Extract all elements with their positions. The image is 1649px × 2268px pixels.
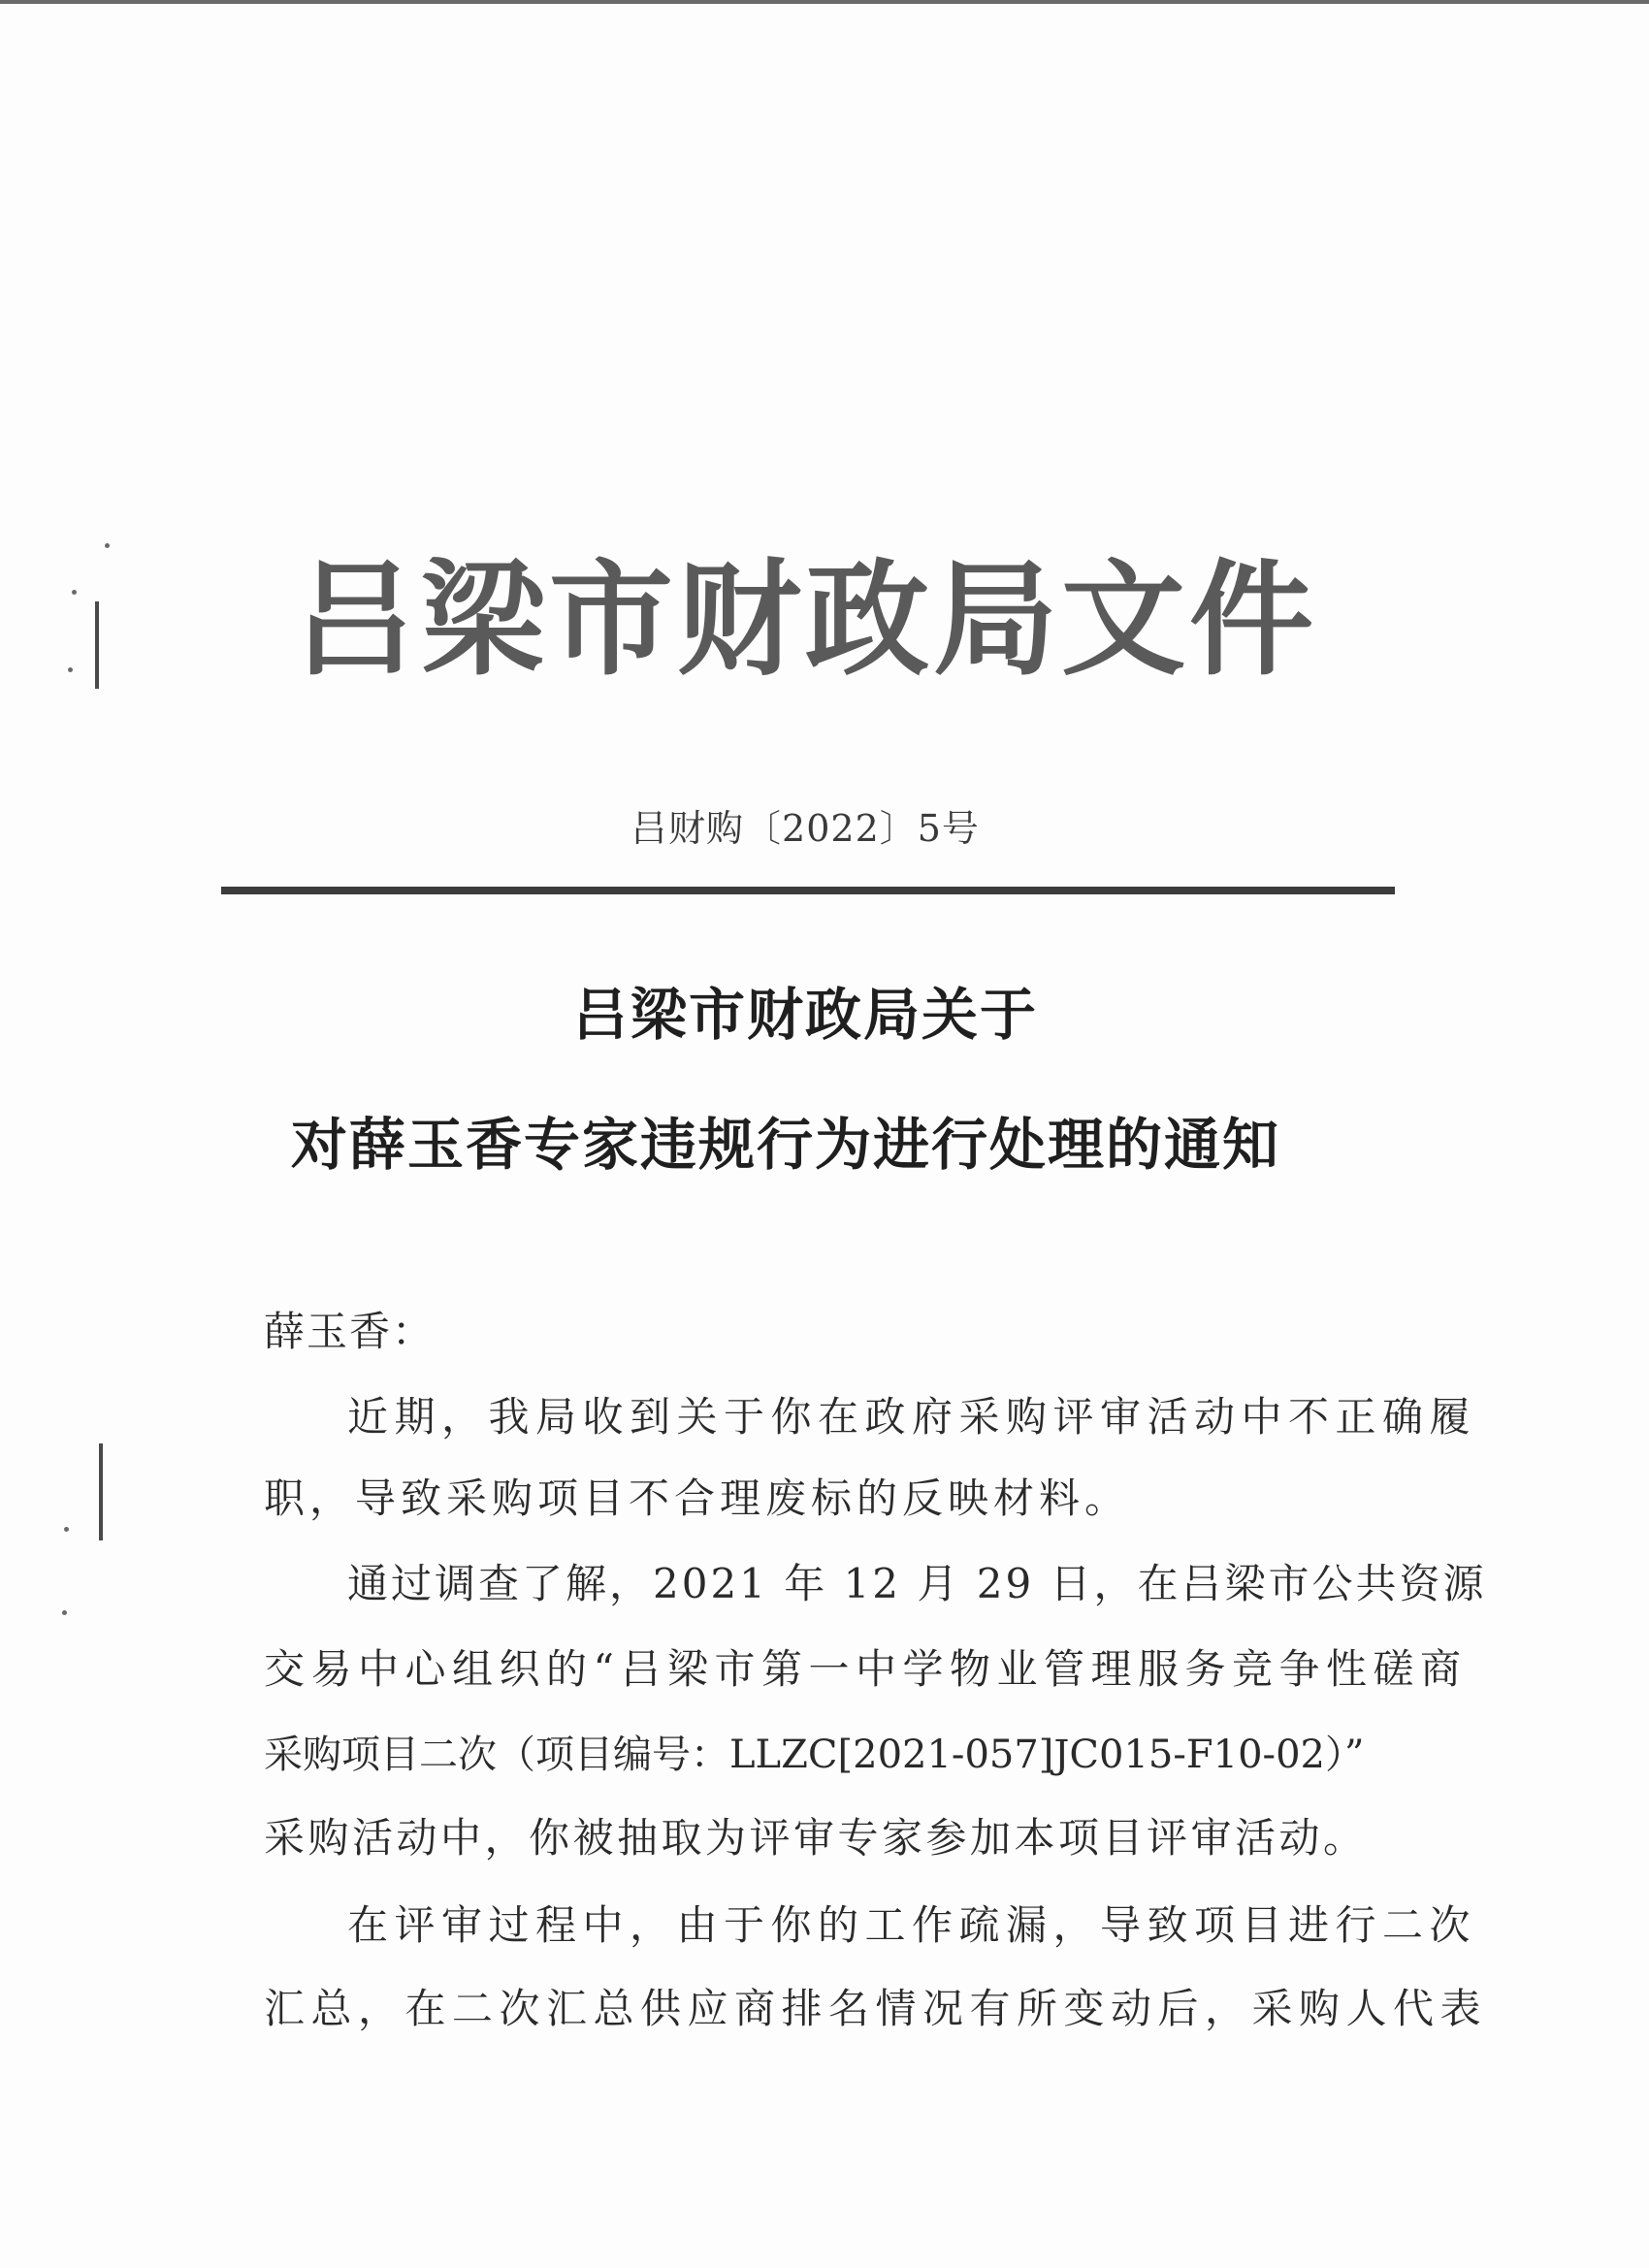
body-line: 交易中心组织的“吕梁市第一中学物业管理服务竞争性磋商 xyxy=(264,1645,1468,1693)
body-line: 汇总，在二次汇总供应商排名情况有所变动后，采购人代表 xyxy=(264,1985,1488,2032)
scan-speck xyxy=(64,1527,69,1532)
issuer-header: 吕梁市财政局文件 xyxy=(292,548,1317,693)
header-rule xyxy=(221,887,1395,894)
body-line: 采购活动中，你被抽取为评审专家参加本项目评审活动。 xyxy=(264,1814,1368,1862)
scan-top-edge xyxy=(0,0,1649,4)
body-line: 职，导致采购项目不合理废标的反映材料。 xyxy=(264,1474,1131,1522)
body-line: 通过调查了解，2021 年 12 月 29 日，在吕梁市公共资源 xyxy=(347,1560,1487,1607)
notice-title-line-2: 对薛玉香专家违规行为进行处理的通知 xyxy=(290,1112,1280,1178)
body-line: 在评审过程中，由于你的工作疏漏，导致项目进行二次 xyxy=(347,1901,1477,1949)
salutation: 薛玉香： xyxy=(264,1308,436,1355)
binder-mark xyxy=(99,1443,103,1540)
scan-speck xyxy=(62,1610,67,1615)
notice-title-line-1: 吕梁市财政局关于 xyxy=(571,982,1038,1048)
body-line: 近期，我局收到关于你在政府采购评审活动中不正确履 xyxy=(347,1393,1477,1441)
body-line: 采购项目二次（项目编号：LLZC[2021-057]JC015-F10-02）” xyxy=(264,1733,1365,1777)
document-number: 吕财购〔2022〕5号 xyxy=(630,807,980,850)
